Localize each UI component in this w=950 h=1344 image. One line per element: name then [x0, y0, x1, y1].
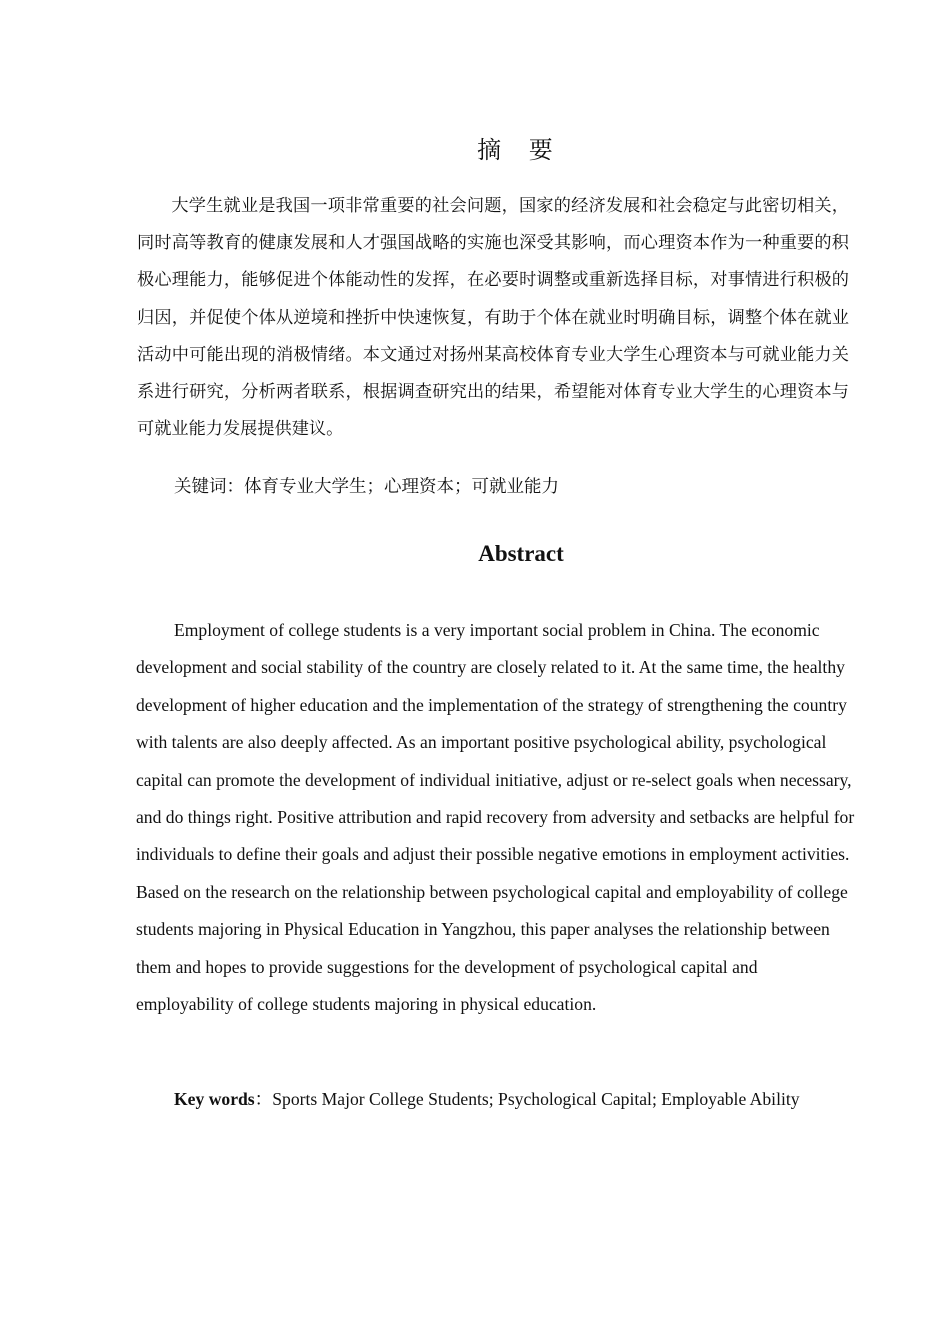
chinese-keywords-label: 关键词： — [174, 477, 244, 497]
english-keywords — [174, 1084, 800, 1114]
english-keywords-separator: ： — [254, 1089, 273, 1109]
chinese-keywords-values: 体育专业大学生；心理资本；可就业能力 — [244, 477, 559, 497]
english-abstract-body: Employment of college students is a very important social problem in China. The economic development and social stability of the country are closely related to it. At the same time, the healthy development of higher education and the implementation of the strategy of strengthening the country with talents are also deeply affected. As an important positive psychological ability, psychological capital can promote the development of individual initiative, adjust or re-select goals when necessary, and do things right. Positive attribution and rapid recovery from adversity and setbacks are helpful for individuals to define their goals and adjust their possible negative emotions in employment activities. Based on the research on the relationship between psychological capital and employability of college students majoring in Physical Education in Yangzhou, this paper analyses the relationship between them and hopes to provide suggestions for the development of psychological capital and employability of college students majoring in physical education. — [136, 620, 855, 1015]
chinese-keywords — [174, 472, 559, 502]
chinese-abstract-title: 摘 要 — [477, 136, 563, 164]
chinese-abstract-body: 大学生就业是我国一项非常重要的社会问题，国家的经济发展和社会稳定与此密切相关，同时高等教育的健康发展和人才强国战略的实施也深受其影响，而心理资本作为一种重要的积极心理能力，能够促进个体能动性的发挥，在必要时调整或重新选择目标，对事情进行积极的归因，并促使个体从逆境和挫折中快速恢复，有助于个体在就业时明确目标，调整个体在就业活动中可能出现的消极情绪。本文通过对扬州某高校体育专业大学生心理资本与可就业能力关系进行研究，分析两者联系，根据调查研究出的结果，希望能对体育专业大学生的心理资本与可就业能力发展提供建议。 — [137, 196, 849, 440]
english-keywords-label: Key words — [174, 1089, 255, 1109]
english-keywords-values: Sports Major College Students; Psychological Capital; Employable Ability — [272, 1089, 800, 1109]
english-abstract-title: Abstract — [478, 541, 564, 566]
